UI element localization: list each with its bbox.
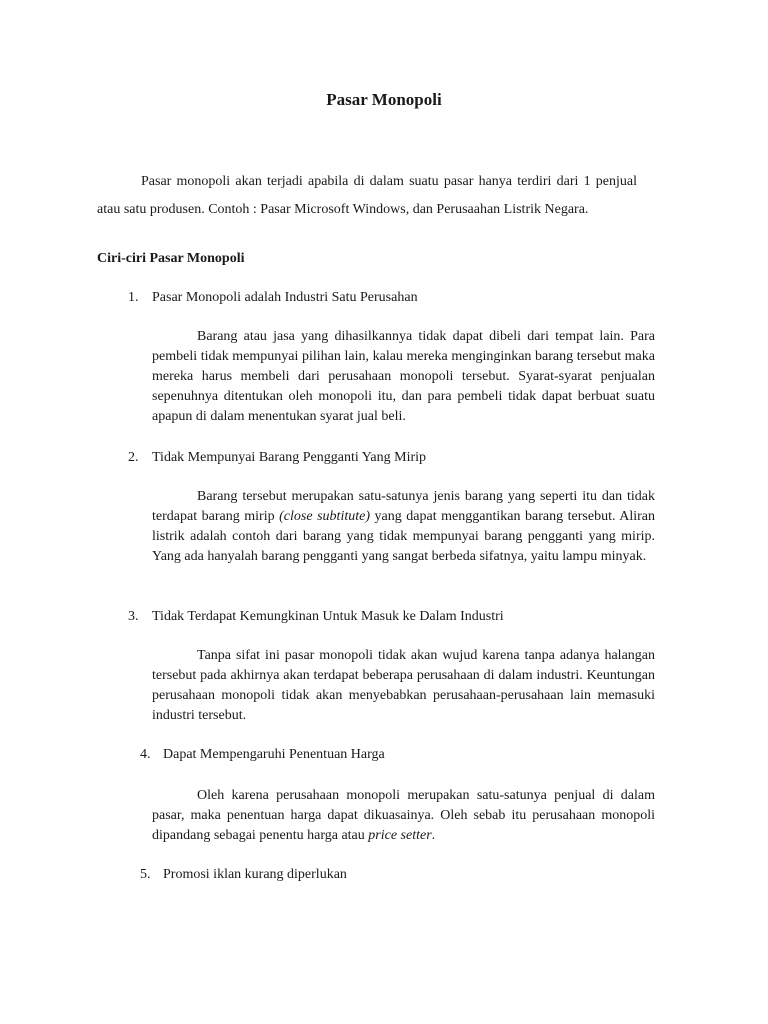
section-heading: Ciri-ciri Pasar Monopoli [97, 251, 245, 266]
intro-paragraph: Pasar monopoli akan terjadi apabila di dalam suatu pasar hanya terdiri dari 1 penjual atau satu produsen. Contoh : Pasar Microsoft Windows, dan Perusaahan Listrik Negara. [97, 174, 637, 217]
list-item-3-heading [128, 607, 504, 627]
list-item-title: Promosi iklan kurang diperlukan [163, 867, 347, 882]
document-title: Pasar Monopoli [326, 90, 442, 109]
list-item-number: 3. [128, 609, 139, 624]
list-item-5-heading [140, 865, 347, 885]
list-item-number: 4. [140, 747, 151, 762]
list-item-3-paragraph: Tanpa sifat ini pasar monopoli tidak akan wujud karena tanpa adanya halangan tersebut pada akhirnya akan terdapat beberapa perusahaan di dalam industri. Keuntungan perusahaan monopoli tidak akan menyebabkan perusahaan-perusahaan lain memasuki industri tersebut. [152, 648, 655, 723]
list-item-title: Dapat Mempengaruhi Penentuan Harga [163, 747, 385, 762]
list-item-title: Tidak Terdapat Kemungkinan Untuk Masuk ke Dalam Industri [152, 609, 504, 624]
paragraph-text: Oleh karena perusahaan monopoli merupakan satu-satunya penjual di dalam pasar, maka penentuan harga dapat dikuasainya. Oleh sebab itu perusahaan monopoli dipandang sebagai penentu harga atau [152, 788, 655, 843]
paragraph-text: Barang tersebut merupakan satu-satunya jenis barang yang seperti itu dan tidak terdapat barang mirip [152, 489, 655, 524]
list-item-number: 5. [140, 867, 151, 882]
list-item-number: 2. [128, 450, 139, 465]
list-item-1-paragraph: Barang atau jasa yang dihasilkannya tidak dapat dibeli dari tempat lain. Para pembeli tidak mempunyai pilihan lain, kalau mereka menginginkan barang tersebut maka mereka harus membeli dari perusahaan monopoli tersebut. Syarat-syarat penjualan sepenuhnya ditentukan oleh monopoli itu, dan para pembeli tidak dapat berbuat suatu apapun di dalam menentukan syarat jual beli. [152, 329, 655, 424]
list-item-title: Pasar Monopoli adalah Industri Satu Perusahan [152, 290, 418, 305]
list-item-number: 1. [128, 290, 139, 305]
list-item-1-heading [128, 288, 418, 308]
paragraph-text: . [431, 828, 436, 843]
list-item-2-heading [128, 448, 427, 468]
list-item-title: Tidak Mempunyai Barang Pengganti Yang Mirip [152, 450, 427, 465]
paragraph-italic-term: price setter [368, 828, 432, 843]
list-item-2-paragraph [152, 487, 655, 567]
paragraph-italic-term: (close subtitute) [279, 509, 370, 524]
list-item-4-heading [140, 745, 385, 765]
paragraph-text: yang dapat menggantikan barang tersebut. Aliran listrik adalah contoh dari barang yang tidak mempunyai barang pengganti yang mirip. Yang ada hanyalah barang pengganti yang sangat berbeda sifatnya, yaitu lampu minyak. [152, 509, 655, 564]
list-item-4-paragraph [152, 786, 655, 846]
